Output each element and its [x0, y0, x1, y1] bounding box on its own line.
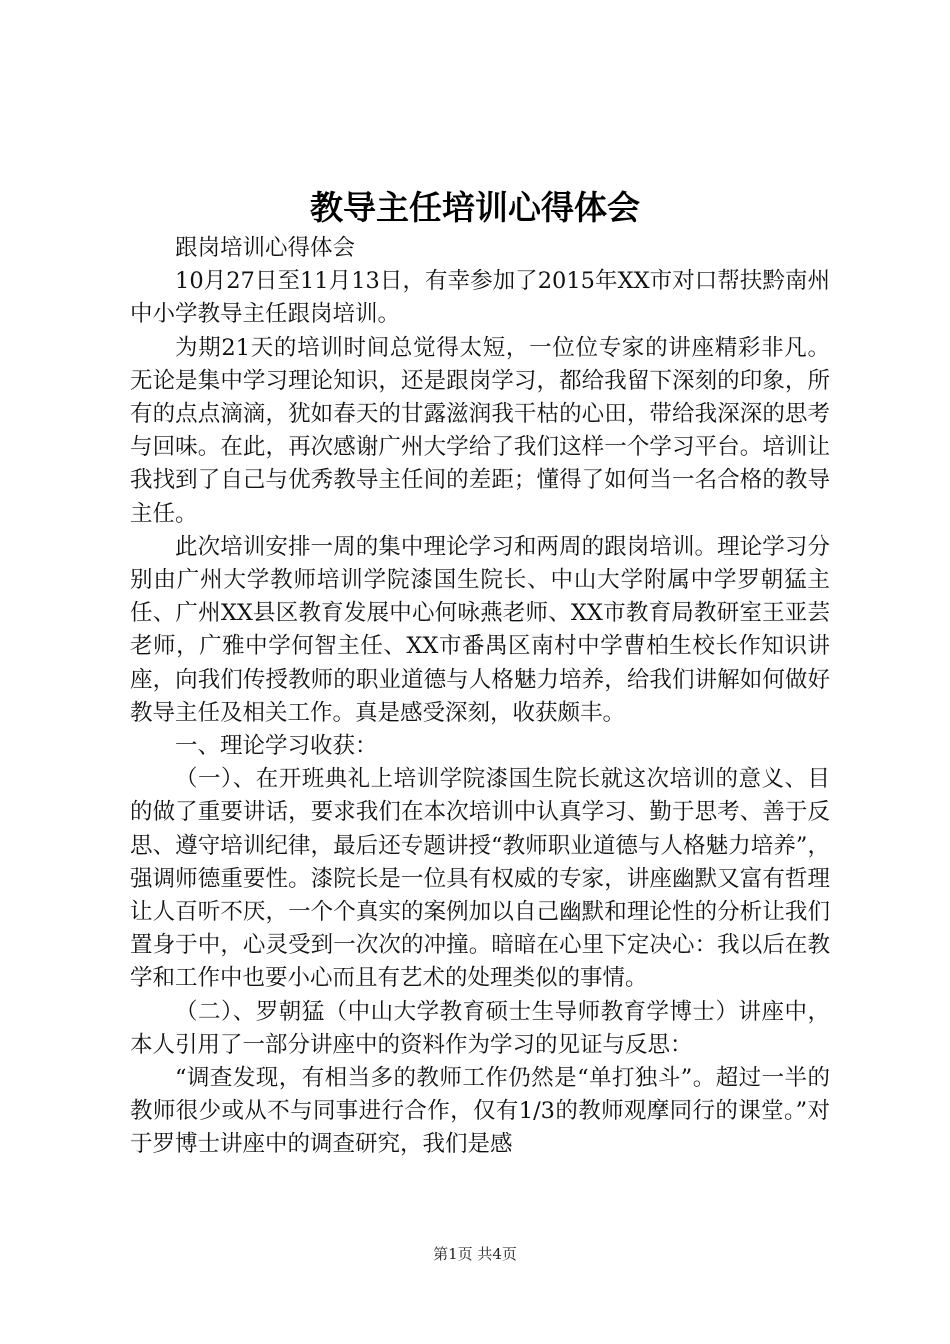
section-heading: 一、理论学习收获： [175, 733, 378, 760]
paragraph: “调查发现，有相当多的教师工作仍然是“单打独斗”。超过一半的教师很少或从不与同事进行合作，仅有1/3的教师观摩同行的课堂。”对于罗博士讲座中的调查研究，我们是感 [130, 1065, 830, 1158]
paragraph: 10月27日至11月13日，有幸参加了2015年XX市对口帮扶黔南州中小学教导主任跟岗培训。 [130, 268, 830, 328]
paragraph: 为期21天的培训时间总觉得太短，一位位专家的讲座精彩非凡。无论是集中学习理论知识，还是跟岗学习，都给我留下深刻的印象，所有的点点滴滴，犹如春天的甘露滋润我干枯的心田，带给我深深的思考与回味。在此，再次感谢广州大学给了我们这样一个学习平台。培训让我找到了自己与优秀教导主任间的差距；懂得了如何当一名合格的教导主任。 [130, 334, 830, 527]
page-footer: 第1页 共4页 [433, 1245, 517, 1263]
document-body [130, 232, 830, 1162]
paragraph: （二）、罗朝猛（中山大学教育硕士生导师教育学博士）讲座中，本人引用了一部分讲座中的资料作为学习的见证与反思： [130, 998, 830, 1058]
document-title: 教导主任培训心得体会 [310, 188, 640, 227]
paragraph: 跟岗培训心得体会 [175, 235, 356, 261]
paragraph: （一）、在开班典礼上培训学院漆国生院长就这次培训的意义、目的做了重要讲话，要求我们在本次培训中认真学习、勤于思考、善于反思、遵守培训纪律，最后还专题讲授“教师职业道德与人格魅力培养”，强调师德重要性。漆院长是一位具有权威的专家，讲座幽默又富有哲理让人百听不厌，一个个真实的案例加以自己幽默和理论性的分析让我们置身于中，心灵受到一次次的冲撞。暗暗在心里下定决心：我以后在教学和工作中也要小心而且有艺术的处理类似的事情。 [130, 766, 830, 992]
paragraph: 此次培训安排一周的集中理论学习和两周的跟岗培训。理论学习分别由广州大学教师培训学院漆国生院长、中山大学附属中学罗朝猛主任、广州XX县区教育发展中心何咏燕老师、XX市教育局教研室王亚芸老师，广雅中学何智主任、XX市番禺区南村中学曹柏生校长作知识讲座，向我们传授教师的职业道德与人格魅力培养，给我们讲解如何做好教导主任及相关工作。真是感受深刻，收获颇丰。 [130, 533, 830, 726]
